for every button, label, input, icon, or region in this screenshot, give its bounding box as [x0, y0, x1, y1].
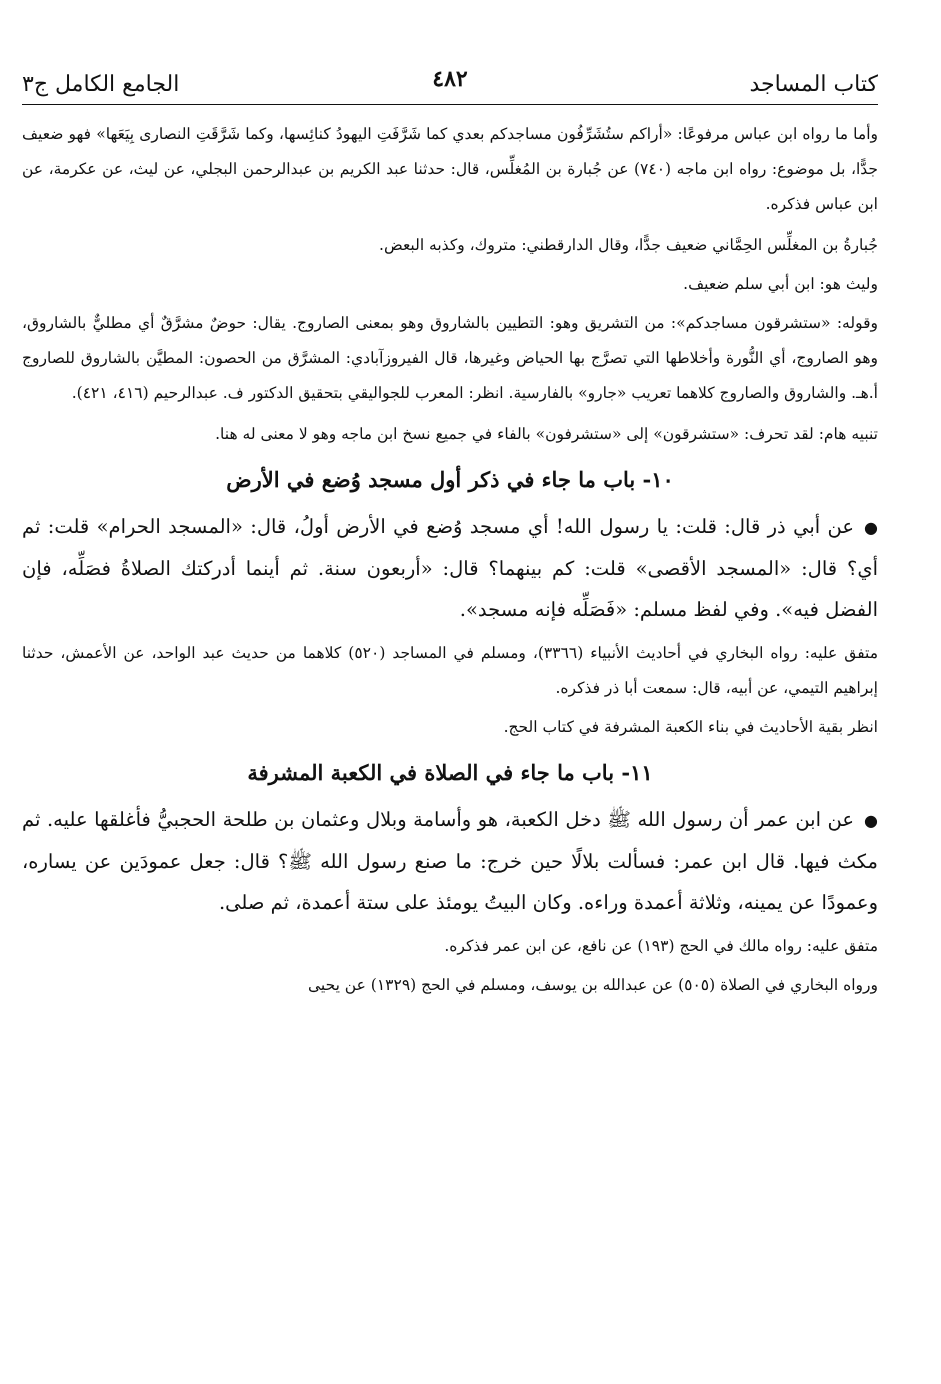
bullet-icon: ● — [864, 518, 878, 537]
footnote-paragraph: جُبارةُ بن المغلِّس الحِمَّاني ضعيف جدًّا، وقال الدارقطني: متروك، وكذبه البعض. — [379, 236, 878, 254]
hadith-text — [22, 506, 878, 630]
book-title: الجامع الكامل ج٣ — [22, 72, 180, 97]
footnote-paragraph: تنبيه هام: لقد تحرف: «ستشرقون» إلى «ستشرفون» بالفاء في جميع نسخ ابن ماجه وهو لا معنى له هنا. — [215, 425, 878, 443]
takhrij-note: ورواه البخاري في الصلاة (٥٠٥) عن عبدالله بن يوسف، ومسلم في الحج (١٣٢٩) عن يحيى — [307, 976, 878, 994]
reference-note: انظر بقية الأحاديث في بناء الكعبة المشرفة في كتاب الحج. — [503, 718, 878, 736]
page-number: ٤٨٢ — [432, 66, 468, 92]
hadith-body: عن أبي ذر قال: قلت: يا رسول الله! أي مسجد وُضع في الأرض أولُ، قال: «المسجد الحرام» قلت: ثم أي؟ قال: «المسجد الأقصى» قلت: كم بينهما؟ قال: «أربعون سنة. ثم أينما أدركتك الصلاةُ فصَلِّه، فإن الفضل فيه». وفي لفظ مسلم: «فَصَلِّه فإنه مسجد». — [22, 515, 878, 621]
hadith-text — [22, 799, 878, 923]
page-header — [22, 58, 878, 105]
hadith-body: عن ابن عمر أن رسول الله ﷺ دخل الكعبة، هو وأسامة وبلال وعثمان بن طلحة الحجبيُّ فأغلقها عليه. ثم مكث فيها. قال ابن عمر: فسألت بلالًا حين خرج: ما صنع رسول الله ﷺ؟ قال: جعل عمودَين عن يساره، وعمودًا عن يمينه، وثلاثة أعمدة وراءه. وكان البيتُ يومئذ على ستة أعمدة، ثم صلى. — [22, 808, 878, 914]
bullet-icon: ● — [864, 811, 878, 830]
chapter-title: كتاب المساجد — [749, 72, 878, 97]
footnote-paragraph: وليث هو: ابن أبي سلم ضعيف. — [683, 275, 878, 293]
book-page — [22, 58, 878, 1368]
takhrij-note: متفق عليه: رواه مالك في الحج (١٩٣) عن نافع، عن ابن عمر فذكره. — [444, 937, 878, 955]
section-heading: ١٠- باب ما جاء في ذكر أول مسجد وُضع في الأرض — [226, 467, 674, 492]
page-content — [22, 105, 878, 1003]
footnote-paragraph: وأما ما رواه ابن عباس مرفوعًا: «أراكم ستُشَرِّفُون مساجدكم بعدي كما شَرَّفَتِ اليهودُ كنائِسها، وكما شَرَّقَتِ النصارى بِيَعَها» فهو ضعيف جدًّا، بل موضوع: رواه ابن ماجه (٧٤٠) عن جُبارة بن المُغلِّس، قال: حدثنا عبد الكريم بن عبدالرحمن البجلي، عن ليث، عن عكرمة، عن ابن عباس فذكره. — [22, 125, 878, 213]
takhrij-note: متفق عليه: رواه البخاري في أحاديث الأنبياء (٣٣٦٦)، ومسلم في المساجد (٥٢٠) كلاهما من حديث عبد الواحد، عن الأعمش، حدثنا إبراهيم التيمي، عن أبيه، قال: سمعت أبا ذر فذكره. — [22, 644, 879, 697]
section-heading: ١١- باب ما جاء في الصلاة في الكعبة المشرفة — [247, 760, 653, 785]
footnote-paragraph: وقوله: «ستشرقون مساجدكم»: من التشريق وهو: التطيين بالشاروق وهو بمعنى الصاروج. يقال: حوضٌ مشرَّقٌ أي مطليٌّ بالشاروق، وهو الصاروج، أي النُّورة وأخلاطها التي تصرَّج بها الحياض وغيرها، قال الفيروزآبادي: المشرَّق من الحصون: المطيَّن بالشاروق للصاروج أ.هـ. والشاروق والصاروج كلاهما تعريب «جارو» بالفارسية. انظر: المعرب للجواليقي بتحقيق الدكتور ف. عبدالرحيم (٤١٦، ٤٢١). — [22, 314, 878, 402]
